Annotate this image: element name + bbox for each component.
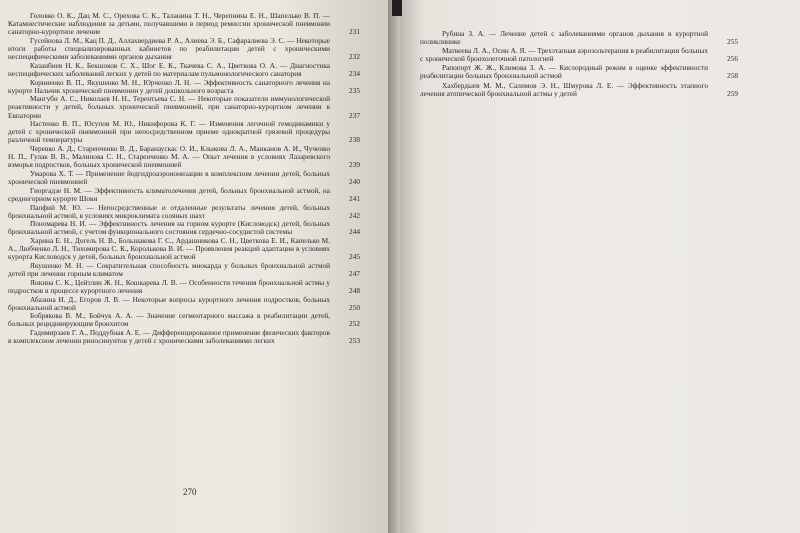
toc-entry-text: Мангубн А. С., Николаев Н. Н., Терентьева С. Н. — Некоторые показатели иммунологической реактивности у детей, больных хронической пневмонией, при санаторно-курортном лечении в Евпатории xyxy=(8,94,330,120)
toc-entry xyxy=(8,37,360,61)
toc-entry-text: Харина Е. Н., Догель Н. В., Большакова Г. С., Ардашникова С. Н., Цветкова Е. И., Капелько М. А., Любченко Л. Н., Тихомирова С. К., Королькова В. И. — Проявления реакций адаптации в условиях курорта Кисловодск у детей, больных бронхиальной астмой xyxy=(8,236,330,262)
toc-entry-text: Умарова Х. Т. — Применение йодгидроаэроионизации в комплексном лечении детей, больных хронической пневмонией xyxy=(8,168,330,187)
toc-entry-page: 247 xyxy=(349,269,360,279)
toc-entry-text: Матвеева Л. А., Осин А. Я. — Трехэтапная аэрозольтерапия в реабилитации больных с хронической бронхолегочной патологией xyxy=(420,46,708,64)
right-page xyxy=(400,0,800,533)
toc-entry xyxy=(8,220,360,236)
toc-entry-page: 239 xyxy=(349,160,360,170)
toc-entry-text: Янкина С. К., Цейтлин Ж. Н., Кошкарева Л. В. — Особенности течения бронхиальной астмы у подростков в процессе курортного лечения xyxy=(8,277,330,295)
toc-entry xyxy=(8,237,360,261)
toc-entry-page: 234 xyxy=(349,68,360,78)
toc-entry-text: Абазина И. Д., Егоров Л. В. — Некоторые вопросы курортного лечения подростков, больных бронхиальной астмой xyxy=(8,294,330,312)
toc-entry xyxy=(420,82,738,98)
toc-entry xyxy=(8,62,360,78)
toc-entry-page: 240 xyxy=(349,177,360,187)
toc-entry-page: 241 xyxy=(349,193,360,203)
toc-entry xyxy=(8,279,360,295)
page-number: 270 xyxy=(183,487,197,497)
toc-entry-text: Корниенко В. П., Якушенко М. Н., Юрченко Л. Н. — Эффективность санаторного лечения на курорте Нальчик хронической пневмонии у детей дошкольного возраста xyxy=(8,77,330,95)
toc-entry-page: 255 xyxy=(727,37,738,47)
toc-entry xyxy=(420,64,738,80)
toc-entry-page: 235 xyxy=(349,85,360,95)
binding-shadow xyxy=(392,0,402,16)
toc-entry-page: 245 xyxy=(349,252,360,262)
left-toc-list xyxy=(8,12,360,346)
toc-entry xyxy=(420,30,738,46)
toc-entry-text: Черевко А. Д., Старенченко В. Д., Баранаускас О. И., Клыкова Л. А., Манканов А. И., Чученко Н. П., Гулак В. В., Малинова С. Н., Старенченко М. А. — Опыт лечения в условиях Лазаревского взморья подростков, больных хронической пневмонией xyxy=(8,144,330,170)
toc-entry-text: Гиоргадзе Н. М. — Эффективность климатолечения детей, больных бронхиальной астмой, на среднегорном курорте Шови xyxy=(8,185,330,203)
toc-entry-page: 256 xyxy=(727,54,738,64)
toc-entry-page: 252 xyxy=(349,319,360,329)
toc-entry-text: Хахбердыев М. М., Салимов Э. Н., Шмурова Л. Е. — Эффективность этапного лечения атопической бронхиальной астмы у детей xyxy=(420,80,708,98)
toc-entry-text: Гусейнова Л. М., Кац П. Д., Аллахвердиева Р. А., Алиева Э. Б., Сафаралиева Э. С. — Некоторые итоги работы специализированных кабинетов по реабилитации детей с хроническими неспецифическими заболеваниями органов дыхания xyxy=(8,35,330,62)
toc-entry xyxy=(8,95,360,119)
toc-entry-page: 237 xyxy=(349,110,360,120)
toc-entry-text: Бобрякова В. М., Бойчук А. А. — Значение сегментарного массажа в реабилитации детей, больных рецидивирующим бронхитом xyxy=(8,311,330,329)
toc-entry xyxy=(8,204,360,220)
toc-entry xyxy=(420,47,738,63)
toc-entry-page: 232 xyxy=(349,52,360,62)
toc-entry-text: Настенко В. П., Юсупов М. Ю., Никифорова К. Г. — Изменения легочной гемодинамики у детей с хронической пневмонией при непосредственном приеме однократной грязевой процедуры различной температуры xyxy=(8,119,330,145)
toc-entry-page: 248 xyxy=(349,285,360,295)
toc-entry-page: 250 xyxy=(349,302,360,312)
toc-entry xyxy=(8,12,360,36)
toc-entry xyxy=(8,329,360,345)
toc-entry-text: Рапопорт Ж. Ж., Климова З. А. — Кислородный режим в оценке эффективности реабилитации больных бронхиальной астмой xyxy=(420,63,708,81)
toc-entry xyxy=(8,187,360,203)
toc-entry-text: Казанбиев Н. К., Бекшоков С. Х., Шог Е. К., Ткачева С. А., Цветкова О. А. — Диагностика неспецифических заболеваний легких у детей по материалам пульмонологического санатория xyxy=(8,60,330,78)
toc-entry xyxy=(8,296,360,312)
toc-entry xyxy=(8,145,360,169)
toc-entry-page: 258 xyxy=(727,71,738,81)
toc-entry xyxy=(8,120,360,144)
toc-entry-text: Рубина З. А. — Лечение детей с заболеваниями органов дыхания в курортной поликлинике xyxy=(420,29,708,47)
toc-entry xyxy=(8,312,360,328)
toc-entry-page: 238 xyxy=(349,135,360,145)
toc-entry-page: 242 xyxy=(349,210,360,220)
toc-entry-page: 259 xyxy=(727,88,738,98)
right-toc-list xyxy=(420,30,738,99)
toc-entry-text: Пономарева Н. И. — Эффективность лечения на горном курорте (Кисловодск) детей, больных бронхиальной астмой, с учетом функционального состояния сердечно-сосудистой системы xyxy=(8,219,330,237)
toc-entry-text: Гадимирзаев Г. А., Поддубная А. Е. — Дифференцированное применение физических факторов в комплексном лечении риносинуитов у детей с хроническими заболеваниями легких xyxy=(8,328,330,346)
toc-entry-text: Головко О. К., Дац М. С., Орехова С. К., Таланина Т. Н., Черепнина Е. Н., Шапелько В. П. — Катамнестические наблюдения за детьми, получавшими в период ремиссии хронической пневмонии санаторно-курортное лечение xyxy=(8,11,330,37)
toc-entry xyxy=(8,262,360,278)
left-page xyxy=(0,0,394,533)
toc-entry-page: 231 xyxy=(349,27,360,37)
toc-entry-page: 253 xyxy=(349,336,360,346)
toc-entry-page: 244 xyxy=(349,227,360,237)
toc-entry xyxy=(8,79,360,95)
toc-entry xyxy=(8,170,360,186)
toc-entry-text: Папфий М. Ю. — Непосредственные и отдаленные результаты лечения детей, больных бронхиальной астмой, в условиях микроклимата соляных шахт xyxy=(8,202,330,220)
toc-entry-text: Якушенко М. Н. — Сократительная способность миокарда у больных бронхиальной астмой детей при лечении горным климатом xyxy=(8,260,330,279)
